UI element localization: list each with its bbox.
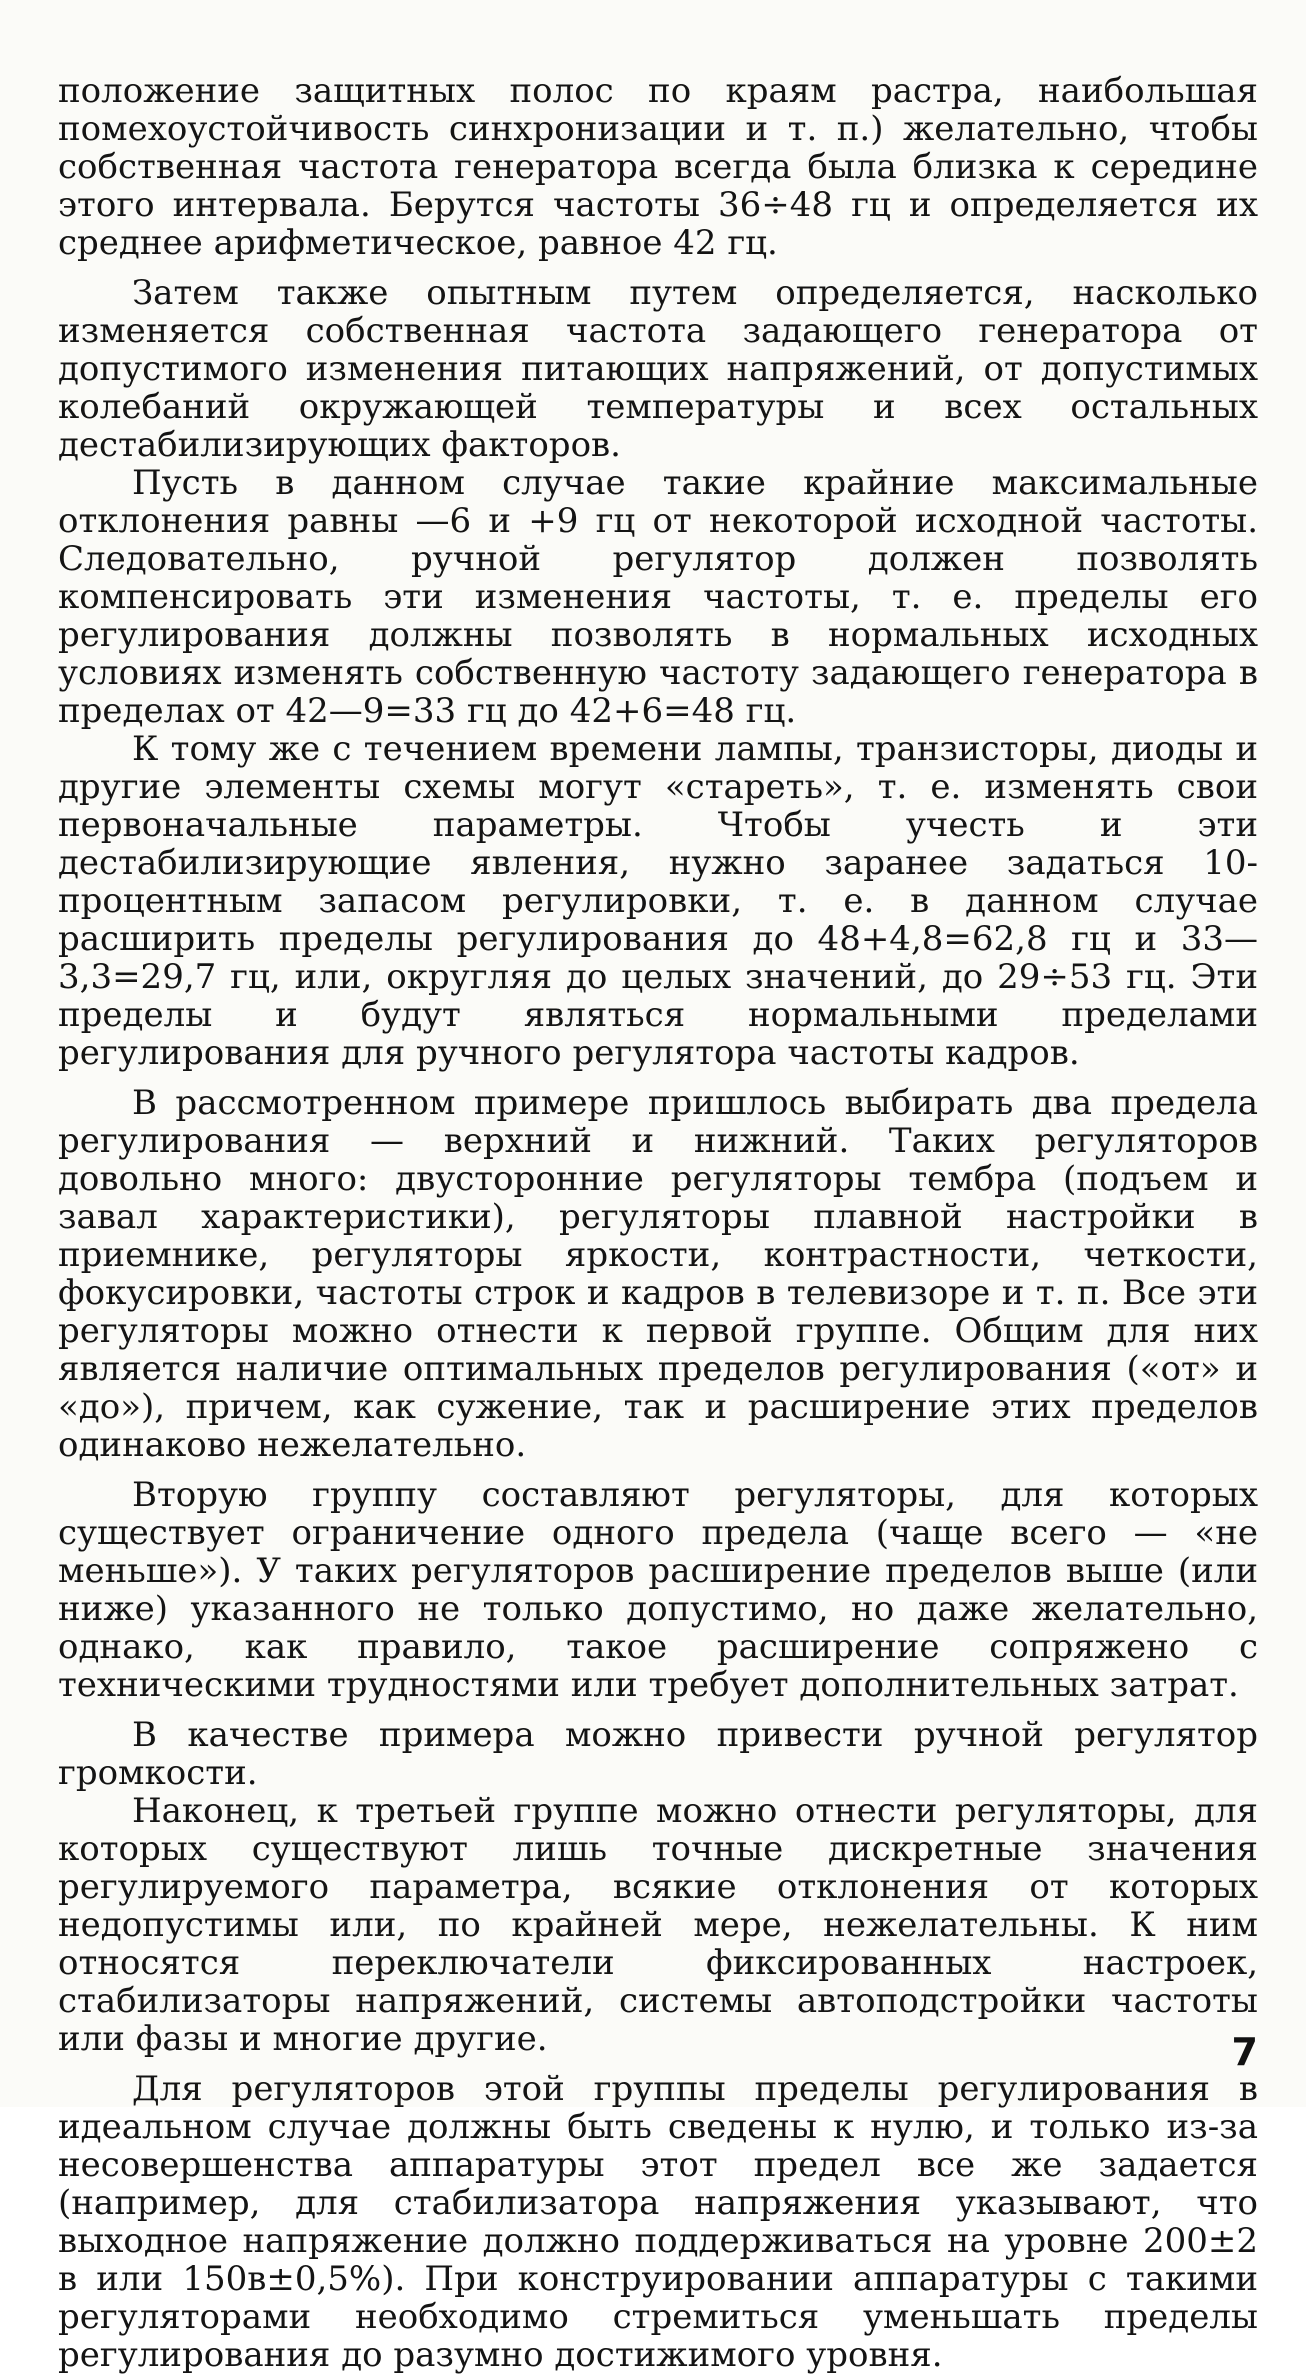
paragraph-5: В рассмотренном примере пришлось выбирать два предела регулирования — верхний и нижний. Таких регуляторов довольно много: двусторонние регуляторы тембра (подъем и завал характеристики), регуляторы плавной настройки в приемнике, регуляторы яркости, контрастности, четкости, фокусировки, частоты строк и кадров в телевизоре и т. п. Все эти регуляторы можно отнести к первой группе. Общим для них является наличие оптимальных пределов регулирования («от» и «до»), причем, как сужение, так и расширение этих пределов одинаково нежелательно. bbox=[58, 1083, 1258, 1465]
paragraph-4: К тому же с течением времени лампы, транзисторы, диоды и другие элементы схемы могут «стареть», т. е. изменять свои первоначальные параметры. Чтобы учесть и эти дестабилизирующие явления, нужно заранее задаться 10-процентным запасом регулировки, т. е. в данном случае расширить пределы регулирования до 48+4,8=62,8 гц и 33—3,3=29,7 гц, или, округляя до целых значений, до 29÷53 гц. Эти пределы и будут являться нормальными пределами регулирования для ручного регулятора частоты кадров. bbox=[58, 729, 1258, 1073]
page-number: 7 bbox=[1231, 2030, 1258, 2074]
paragraph-3: Пусть в данном случае такие крайние максимальные отклонения равны —6 и +9 гц от некоторой исходной частоты. Следовательно, ручной регулятор должен позволять компенсировать эти изменения частоты, т. е. пределы его регулирования должны позволять в нормальных исходных условиях изменять собственную частоту задающего генератора в пределах от 42—9=33 гц до 42+6=48 гц. bbox=[58, 463, 1258, 731]
body-text bbox=[58, 72, 1258, 2374]
paragraph-7: В качестве примера можно привести ручной регулятор громкости. bbox=[58, 1715, 1258, 1793]
paragraph-8: Наконец, к третьей группе можно отнести регуляторы, для которых существуют лишь точные дискретные значения регулируемого параметра, всякие отклонения от которых недопустимы или, по крайней мере, нежелательны. К ним относятся переключатели фиксированных настроек, стабилизаторы напряжений, системы автоподстройки частоты или фазы и многие другие. bbox=[58, 1791, 1258, 2059]
paragraph-2: Затем также опытным путем определяется, насколько изменяется собственная частота задающего генератора от допустимого изменения питающих напряжений, от допустимых колебаний окружающей температуры и всех остальных дестабилизирующих факторов. bbox=[58, 273, 1258, 465]
paragraph-6: Вторую группу составляют регуляторы, для которых существует ограничение одного предела (чаще всего — «не меньше»). У таких регуляторов расширение пределов выше (или ниже) указанного не только допустимо, но даже желательно, однако, как правило, такое расширение сопряжено с техническими трудностями или требует дополнительных затрат. bbox=[58, 1475, 1258, 1705]
paragraph-9: Для регуляторов этой группы пределы регулирования в идеальном случае должны быть сведены к нулю, и только из-за несовершенства аппаратуры этот предел все же задается (например, для стабилизатора напряжения указывают, что выходное напряжение должно поддерживаться на уровне 200±2 в или 150в±0,5%). При конструировании аппаратуры с такими регуляторами необходимо стремиться уменьшать пределы регулирования до разумно достижимого уровня. bbox=[58, 2069, 1258, 2375]
paragraph-1: положение защитных полос по краям растра, наибольшая помехоустойчивость синхронизации и т. п.) желательно, чтобы собственная частота генератора всегда была близка к середине этого интервала. Берутся частоты 36÷48 гц и определяется их среднее арифметическое, равное 42 гц. bbox=[58, 71, 1258, 263]
